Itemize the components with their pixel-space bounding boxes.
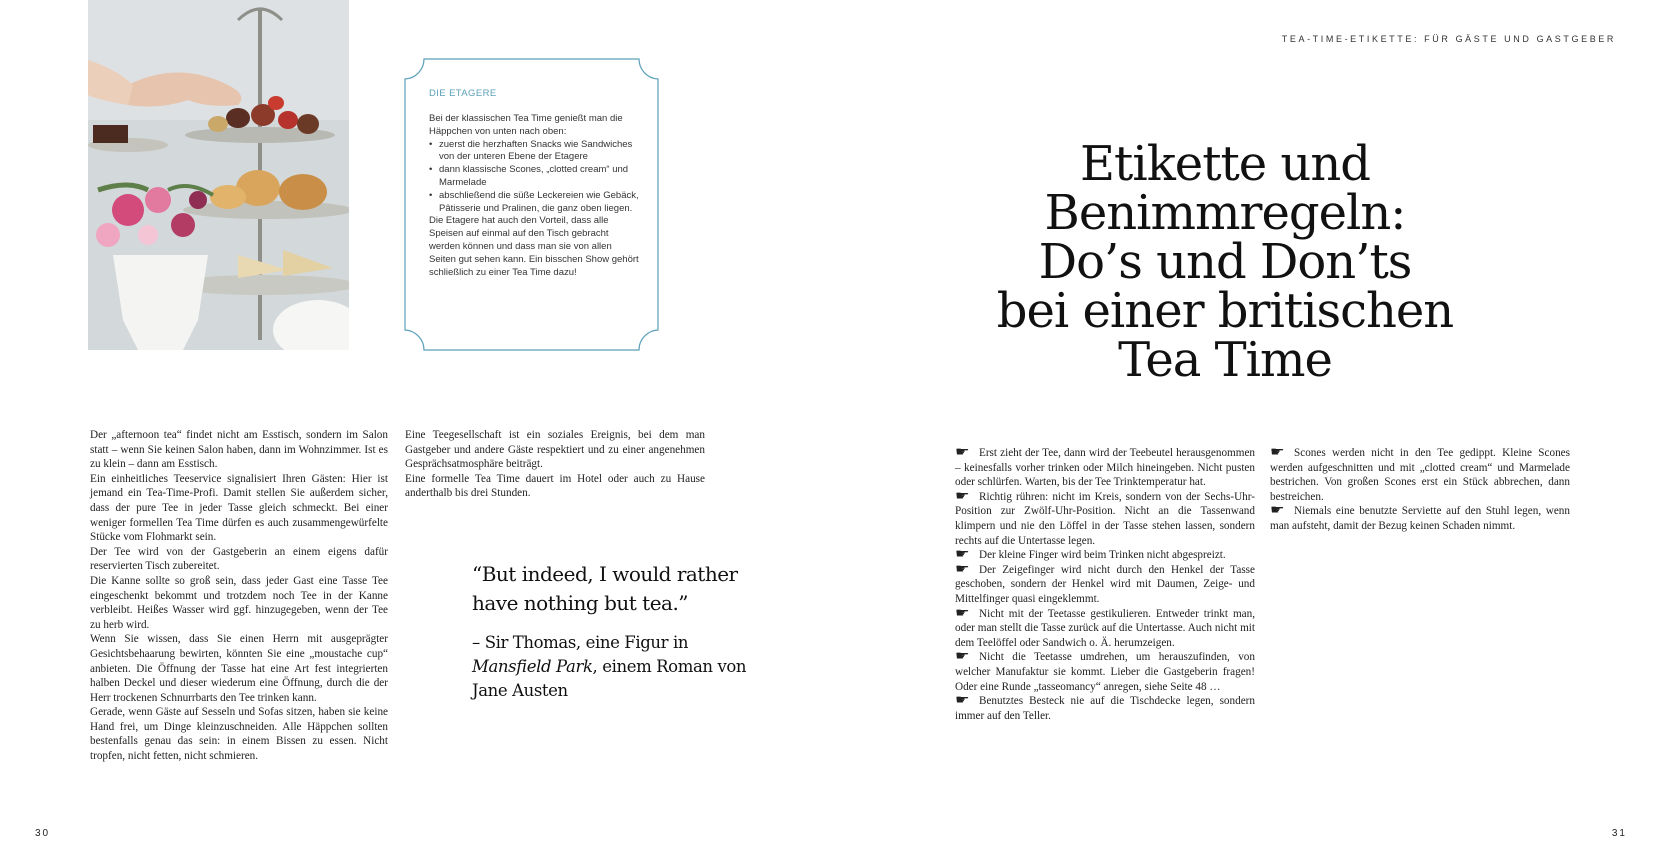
rule-text: Richtig rühren: nicht im Kreis, sondern von der Sechs-Uhr-Position zur Zwölf-Uhr-Position. Nicht an die Tassenwand klimpern und nie den Löffel in der Tasse stehen lassen, sondern rechts auf die Untertasse legen. (955, 490, 1255, 547)
paragraph: Ein einheitliches Teeservice signalisiert Ihren Gästen: Hier ist jemand ein Tea-Time-Profi. Damit stellen Sie außerdem sicher, dass der pure Tee in jeder Tasse gleich schmeckt. Bei einer weniger formellen Tea Time dürfen es auch zusammengewürfelte Stücke vom Flohmarkt sein. (90, 472, 388, 544)
body-column-1 (90, 428, 388, 764)
paragraph: Gerade, wenn Gäste auf Sesseln und Sofas sitzen, haben sie keine Hand frei, um Dinge kleinzuschneiden. Alle Häppchen sollten bestenfalls genau das sein: in einem Bissen zu essen. Nicht tropfen, nicht fetten, nicht schmieren. (90, 706, 388, 763)
pointing-hand-icon: ☛ (1270, 503, 1285, 519)
rule-item (955, 563, 1255, 607)
rule-text: Niemals eine benutzte Serviette auf den Stuhl legen, wenn man aufsteht, damit der Bezug keinen Schaden nimmt. (1270, 505, 1570, 532)
page-number-right: 31 (1611, 828, 1627, 839)
quote-text: “But indeed, I would rather have nothing but tea.” (472, 562, 738, 615)
pull-quote (472, 560, 762, 703)
rule-text: Scones werden nicht in den Tee gedippt. Kleine Scones werden aufgeschnitten und mit „clotted cream“ und Marmelade bestrichen. Von großen Scones erst ein Stück abbrechen, dann bestreichen. (1270, 447, 1570, 503)
pointing-hand-icon: ☛ (955, 547, 970, 563)
running-head: TEA-TIME-ETIKETTE: FÜR GÄSTE UND GASTGEBER (1281, 34, 1616, 44)
list-item: • zuerst die herzhaften Snacks wie Sandwiches von der unteren Ebene der Etagere (429, 139, 639, 165)
body-column-2 (405, 428, 705, 501)
rule-item (955, 446, 1255, 490)
quote-work-title: Mansfield Park (472, 657, 593, 676)
chapter-title (960, 136, 1490, 388)
pointing-hand-icon: ☛ (955, 693, 970, 709)
list-item: • dann klassische Scones, „clotted cream“ und Marmelade (429, 164, 639, 190)
paragraph: Eine Teegesellschaft ist ein soziales Ereignis, bei dem man Gastgeber und andere Gäste respektiert und zu einer angenehmen Gesprächsatmosphäre beiträgt. (405, 429, 705, 471)
rule-item (955, 490, 1255, 548)
rules-column-2 (1270, 446, 1570, 534)
info-box-title: DIE ETAGERE (429, 88, 497, 99)
info-box-intro: Bei der klassischen Tea Time genießt man die Häppchen von unten nach oben: (429, 113, 623, 137)
title-line: Tea Time (1118, 332, 1332, 388)
pointing-hand-icon: ☛ (955, 649, 970, 665)
rule-text: Nicht mit der Teetasse gestikulieren. Entweder trinkt man, oder man stellt die Tasse zurück auf die Untertasse. Auch nicht mit dem Teelöffel oder Sandwich o. Ä. herumzeigen. (955, 607, 1255, 649)
rule-item (955, 650, 1255, 694)
paragraph: Eine formelle Tea Time dauert im Hotel oder auch zu Hause anderthalb bis drei Stunden. (405, 472, 705, 500)
rule-text: Erst zieht der Tee, dann wird der Teebeutel herausgenommen – keinesfalls vorher trinken oder Milch hineingeben. Nicht pusten oder schlürfen. Warten, bis der Tee Trinktemperatur hat. (955, 447, 1255, 489)
rule-text: Nicht die Teetasse umdrehen, um herauszufinden, von welcher Manufaktur sie kommt. Lieber die Gastgeberin fragen! Oder eine Runde „tasseomancy“ anregen, siehe Seite 48 … (955, 651, 1255, 693)
info-box-outro: Die Etagere hat auch den Vorteil, dass alle Speisen auf einmal auf den Tisch gebracht werden können und dass man sie von allen Seiten gut sehen kann. Ein bisschen Show gehört schließlich zu einer Tea Time dazu! (429, 215, 639, 278)
pointing-hand-icon: ☛ (955, 605, 970, 621)
paragraph: Der Tee wird von der Gastgeberin an einem eigens dafür reservierten Tisch zubereitet. (90, 545, 388, 573)
pointing-hand-icon: ☛ (955, 445, 970, 460)
title-line: bei einer britischen (996, 283, 1454, 339)
pointing-hand-icon: ☛ (955, 561, 970, 577)
rule-text: Der Zeigefinger wird nicht durch den Henkel der Tasse geschoben, sondern der Henkel wird mit Daumen, Zeige- und Mittelfinger quasi eingeklemmt. (955, 563, 1255, 605)
rule-item (1270, 446, 1570, 504)
rule-text: Der kleine Finger wird beim Trinken nicht abgespreizt. (979, 549, 1226, 562)
paragraph: Wenn Sie wissen, dass Sie einen Herrn mit ausgeprägter Gesichtsbehaarung bewirten, könnten Sie eine „moustache cup“ anbieten. Die Öffnung der Tasse hat eine Art fest integrierten halben Deckel und dieser wiederum eine Öffnung, durch die der Herr trockenen Schnurrbarts den Tee trinken kann. (90, 633, 388, 704)
title-line: Etikette und (1080, 136, 1370, 192)
list-item: • abschließend die süße Leckereien wie Gebäck, Pâtisserie und Pralinen, die ganz oben liegen. (429, 190, 639, 216)
etagere-illustration (88, 0, 349, 350)
info-box-list (429, 139, 639, 216)
rule-item (955, 607, 1255, 651)
title-line: Do’s und Don’ts (1038, 234, 1412, 290)
etagere-photo (88, 0, 349, 350)
quote-attribution-prefix: – Sir Thomas, eine Figur in (472, 633, 689, 652)
rule-item (955, 694, 1255, 723)
page-number-left: 30 (35, 828, 51, 839)
quote-attribution-suffix: , einem Roman von Jane Austen (472, 657, 747, 700)
quote-attribution (472, 631, 762, 703)
etagere-info-box (404, 58, 659, 351)
paragraph: Die Kanne sollte so groß sein, dass jeder Gast eine Tasse Tee eingeschenkt bekommt und trotzdem noch Tee in der Kanne verbleibt. Heißes Wasser wird ggf. hinzugegeben, wenn der Tee zu herb wird. (90, 574, 388, 631)
rule-text: Benutztes Besteck nie auf die Tischdecke legen, sondern immer auf den Teller. (955, 695, 1255, 722)
pointing-hand-icon: ☛ (1270, 445, 1285, 460)
paragraph: Der „afternoon tea“ findet nicht am Esstisch, sondern im Salon statt – wenn Sie keinen Salon haben, dann im Wohnzimmer. Ist es zu klein – dann am Esstisch. (90, 429, 388, 471)
rule-item (1270, 504, 1570, 533)
title-line: Benimmregeln: (1044, 185, 1406, 241)
pointing-hand-icon: ☛ (955, 488, 970, 504)
rule-item (955, 548, 1255, 563)
rules-column-1 (955, 446, 1255, 723)
